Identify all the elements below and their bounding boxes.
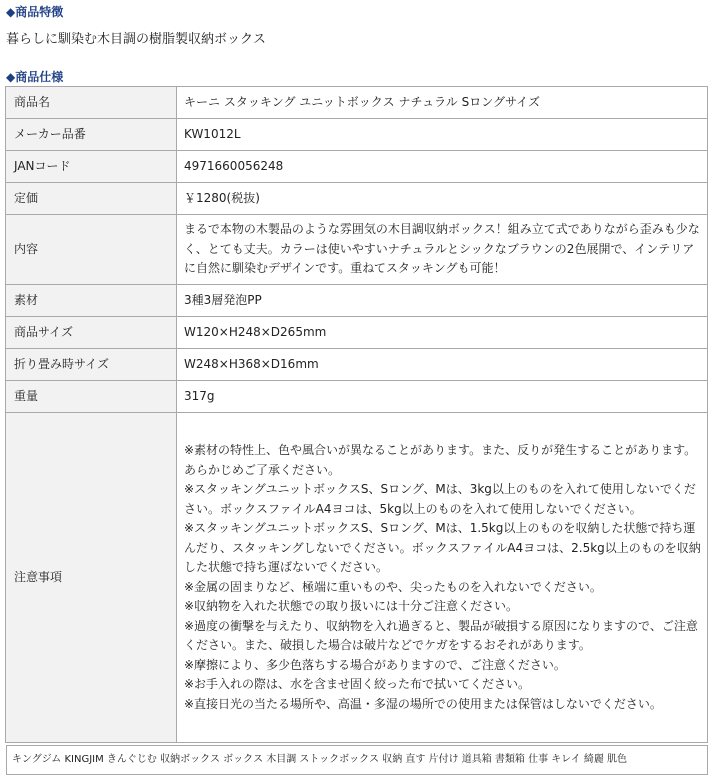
row-label-price: 定価 bbox=[6, 183, 177, 215]
table-row bbox=[6, 381, 708, 413]
note-item: ※収納物を入れた状態での取り扱いには十分ご注意ください。 bbox=[184, 599, 519, 613]
row-value-folded-size: W248×H368×D16mm bbox=[177, 349, 708, 381]
row-value-maker-code: KW1012L bbox=[177, 119, 708, 151]
table-row bbox=[6, 215, 708, 285]
row-value-notes bbox=[177, 413, 708, 743]
row-label-material: 素材 bbox=[6, 285, 177, 317]
note-item: ※素材の特性上、色や風合いが異なることがあります。また、反りが発生することがあります。あらかじめご了承ください。 bbox=[184, 443, 697, 477]
table-row bbox=[6, 183, 708, 215]
row-label-weight: 重量 bbox=[6, 381, 177, 413]
table-row bbox=[6, 87, 708, 119]
spec-table bbox=[5, 86, 708, 743]
table-row bbox=[6, 413, 708, 743]
row-label-jan: JANコード bbox=[6, 151, 177, 183]
row-value-content: まるで本物の木製品のような雰囲気の木目調収納ボックス！組み立て式でありながら歪みも少なく、とても丈夫。カラーは使いやすいナチュラルとシックなブラウンの2色展開で、インテリアに自然に馴染むデザインです。重ねてスタッキングも可能！ bbox=[177, 215, 708, 285]
row-value-weight: 317g bbox=[177, 381, 708, 413]
note-item: ※お手入れの際は、水を含ませ固く絞った布で拭いてください。 bbox=[184, 677, 531, 691]
note-item: ※摩擦により、多少色落ちする場合がありますので、ご注意ください。 bbox=[184, 657, 566, 672]
table-row bbox=[6, 317, 708, 349]
note-item: ※直接日光の当たる場所や、高温・多湿の場所での使用または保管はしないでください。 bbox=[184, 696, 662, 711]
row-value-material: 3種3層発泡PP bbox=[177, 285, 708, 317]
table-row bbox=[6, 151, 708, 183]
specs-heading: ◆商品仕様 bbox=[6, 70, 64, 84]
row-value-jan: 4971660056248 bbox=[177, 151, 708, 183]
note-item: ※過度の衝撃を与えたり、収納物を入れ過ぎると、製品が破損する原因になりますので、ご注意ください。また、破損した場合は破片などでケガをするおそれがあります。 bbox=[184, 618, 698, 652]
row-value-size: W120×H248×D265mm bbox=[177, 317, 708, 349]
row-value-price: ￥1280(税抜) bbox=[177, 183, 708, 215]
features-text: 暮らしに馴染む木目調の樹脂製収納ボックス bbox=[6, 32, 266, 47]
features-heading: ◆商品特徴 bbox=[6, 5, 64, 19]
note-item: ※金属の固まりなど、極端に重いものや、尖ったものを入れないでください。 bbox=[184, 579, 602, 594]
row-value-product-name: キーニ スタッキング ユニットボックス ナチュラル Sロングサイズ bbox=[177, 87, 708, 119]
table-row bbox=[6, 349, 708, 381]
note-item: ※スタッキングユニットボックスS、Sロング、Mは、3kg以上のものを入れて使用しないでください。ボックスファイルA4ヨコは、5kg以上のものを入れて使用しないでください。 bbox=[184, 482, 696, 516]
row-label-size: 商品サイズ bbox=[6, 317, 177, 349]
row-label-folded-size: 折り畳み時サイズ bbox=[6, 349, 177, 381]
note-item: ※スタッキングユニットボックスS、Sロング、Mは、1.5kg以上のものを収納した状態で持ち運んだり、スタッキングしないでください。ボックスファイルA4ヨコは、2.5kg以上のものを収納した状態で持ち運ばないでください。 bbox=[184, 521, 701, 574]
keywords-box: キングジム KINGJIM きんぐじむ 収納ボックス ボックス 木目調 ストックボックス 収納 直す 片付け 道具箱 書類箱 仕事 キレイ 綺麗 肌色 bbox=[6, 745, 708, 775]
row-label-maker-code: メーカー品番 bbox=[6, 119, 177, 151]
row-label-notes: 注意事項 bbox=[6, 413, 177, 743]
table-row bbox=[6, 285, 708, 317]
row-label-content: 内容 bbox=[6, 215, 177, 285]
row-label-product-name: 商品名 bbox=[6, 87, 177, 119]
table-row bbox=[6, 119, 708, 151]
